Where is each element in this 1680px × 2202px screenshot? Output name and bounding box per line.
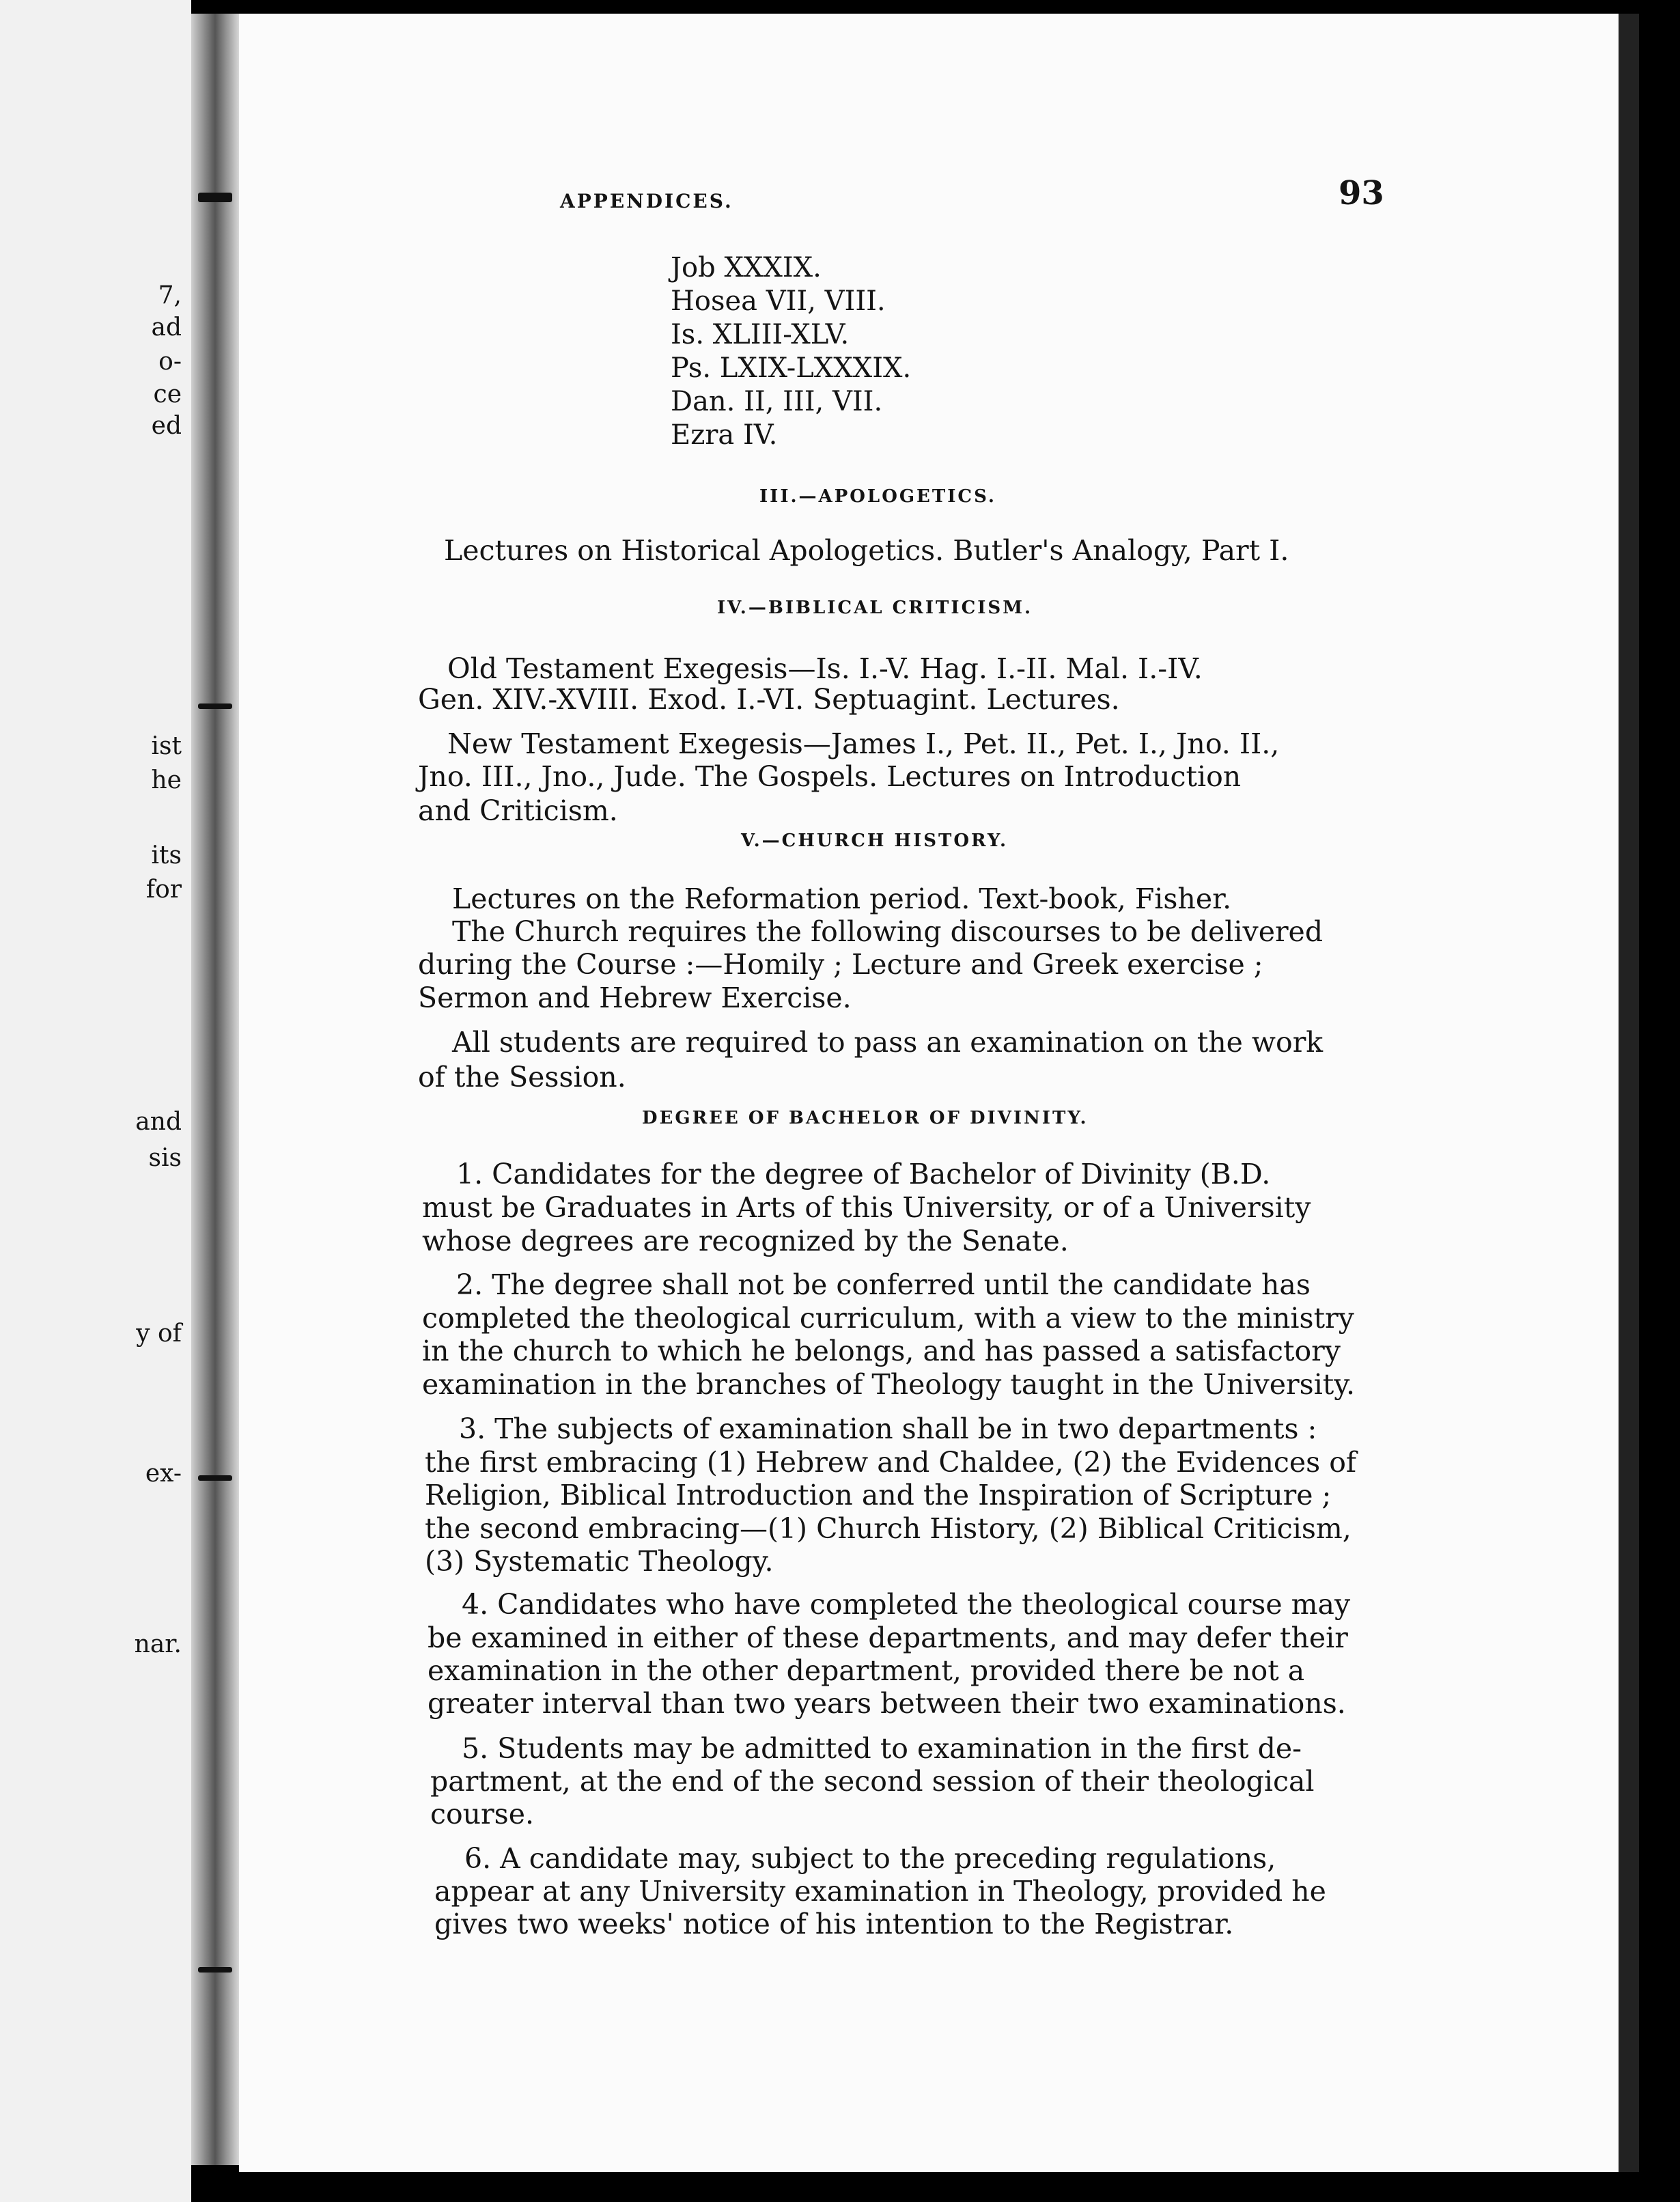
section-heading-church-history: V.—CHURCH HISTORY. — [741, 831, 1009, 851]
left-fragment: ad — [151, 313, 182, 342]
binding-mark — [198, 1475, 232, 1481]
reading-item: Job XXXIX. — [671, 252, 822, 283]
left-fragment: and — [135, 1108, 182, 1136]
body-line: All students are required to pass an examination on the work — [452, 1026, 1324, 1059]
body-line: of the Session. — [418, 1061, 626, 1093]
body-line: the first embracing (1) Hebrew and Chaldee, (2) the Evidences of — [425, 1446, 1357, 1479]
body-line: Gen. XIV.-XVIII. Exod. I.-VI. Septuagint. Lectures. — [418, 683, 1120, 716]
body-line: (3) Systematic Theology. — [425, 1545, 774, 1578]
body-line: greater interval than two years between their two examinations. — [428, 1687, 1346, 1720]
reading-item: Ezra IV. — [671, 419, 778, 451]
body-line: 2. The degree shall not be conferred until the candidate has — [456, 1268, 1311, 1301]
body-line: Religion, Biblical Introduction and the Inspiration of Scripture ; — [425, 1479, 1332, 1511]
left-fragment: for — [145, 876, 182, 904]
body-line: examination in the other department, provided there be not a — [428, 1654, 1305, 1687]
left-fragment: y of — [136, 1320, 182, 1348]
body-line: 6. A candidate may, subject to the preceding regulations, — [464, 1842, 1276, 1875]
body-line: must be Graduates in Arts of this University, or of a University — [422, 1191, 1311, 1224]
body-line: Old Testament Exegesis—Is. I.-V. Hag. I.-II. Mal. I.-IV. — [447, 652, 1203, 685]
body-line: 5. Students may be admitted to examination in the first de- — [462, 1732, 1302, 1765]
body-line: 3. The subjects of examination shall be in two departments : — [459, 1412, 1317, 1445]
body-line: 1. Candidates for the degree of Bachelor of Divinity (B.D. — [456, 1158, 1271, 1190]
body-line: completed the theological curriculum, with a view to the ministry — [422, 1302, 1354, 1335]
left-fragment: ex- — [145, 1460, 182, 1488]
body-line: 4. Candidates who have completed the theological course may — [462, 1588, 1351, 1621]
section-heading-biblical-criticism: IV.—BIBLICAL CRITICISM. — [717, 598, 1033, 618]
reading-list — [671, 251, 911, 452]
book-gutter — [191, 14, 239, 2165]
body-line: during the Course :—Homily ; Lecture and Greek exercise ; — [418, 948, 1263, 981]
body-line: Lectures on the Reformation period. Text-book, Fisher. — [452, 882, 1232, 915]
body-line: The Church requires the following discourses to be delivered — [452, 915, 1324, 948]
left-fragment: nar. — [134, 1630, 182, 1658]
reading-item: Ps. LXIX-LXXXIX. — [671, 352, 912, 384]
left-page-fragment — [0, 0, 191, 2202]
body-line: examination in the branches of Theology taught in the University. — [422, 1368, 1356, 1401]
page-edge — [1619, 14, 1639, 2172]
body-line: the second embracing—(1) Church History, (2) Biblical Criticism, — [425, 1512, 1352, 1545]
binding-mark — [198, 193, 232, 202]
body-line: gives two weeks' notice of his intention to the Registrar. — [434, 1908, 1234, 1940]
left-fragment: ist — [151, 732, 182, 760]
left-fragment: ce — [153, 380, 182, 408]
body-line: and Criticism. — [418, 794, 618, 827]
body-line: whose degrees are recognized by the Senate. — [422, 1225, 1069, 1257]
body-line: New Testament Exegesis—James I., Pet. II., Pet. I., Jno. II., — [447, 727, 1280, 760]
body-line: appear at any University examination in Theology, provided he — [434, 1875, 1326, 1908]
section-heading-bd-degree: DEGREE OF BACHELOR OF DIVINITY. — [642, 1108, 1089, 1128]
running-head: APPENDICES. — [560, 190, 733, 212]
reading-item: Dan. II, III, VII. — [671, 386, 883, 417]
reading-item: Hosea VII, VIII. — [671, 285, 886, 317]
left-fragment: its — [151, 841, 182, 869]
body-line: Sermon and Hebrew Exercise. — [418, 981, 852, 1014]
body-line: partment, at the end of the second session of their theological — [430, 1765, 1315, 1798]
left-fragment: ed — [151, 412, 182, 440]
apologetics-text: Lectures on Historical Apologetics. Butler's Analogy, Part I. — [444, 534, 1289, 567]
binding-mark — [198, 1967, 232, 1973]
binding-mark — [198, 703, 232, 709]
left-fragment: he — [151, 766, 182, 794]
reading-item: Is. XLIII-XLV. — [671, 319, 850, 350]
body-line: course. — [430, 1798, 534, 1830]
left-fragment: 7, — [158, 281, 182, 309]
page-number: 93 — [1339, 174, 1384, 212]
body-line: in the church to which he belongs, and has passed a satisfactory — [422, 1335, 1341, 1367]
body-line: be examined in either of these departments, and may defer their — [428, 1621, 1348, 1654]
left-fragment: o- — [158, 348, 182, 376]
left-fragment: sis — [148, 1144, 182, 1172]
section-heading-apologetics: III.—APOLOGETICS. — [759, 486, 996, 507]
body-line: Jno. III., Jno., Jude. The Gospels. Lectures on Introduction — [418, 760, 1242, 793]
